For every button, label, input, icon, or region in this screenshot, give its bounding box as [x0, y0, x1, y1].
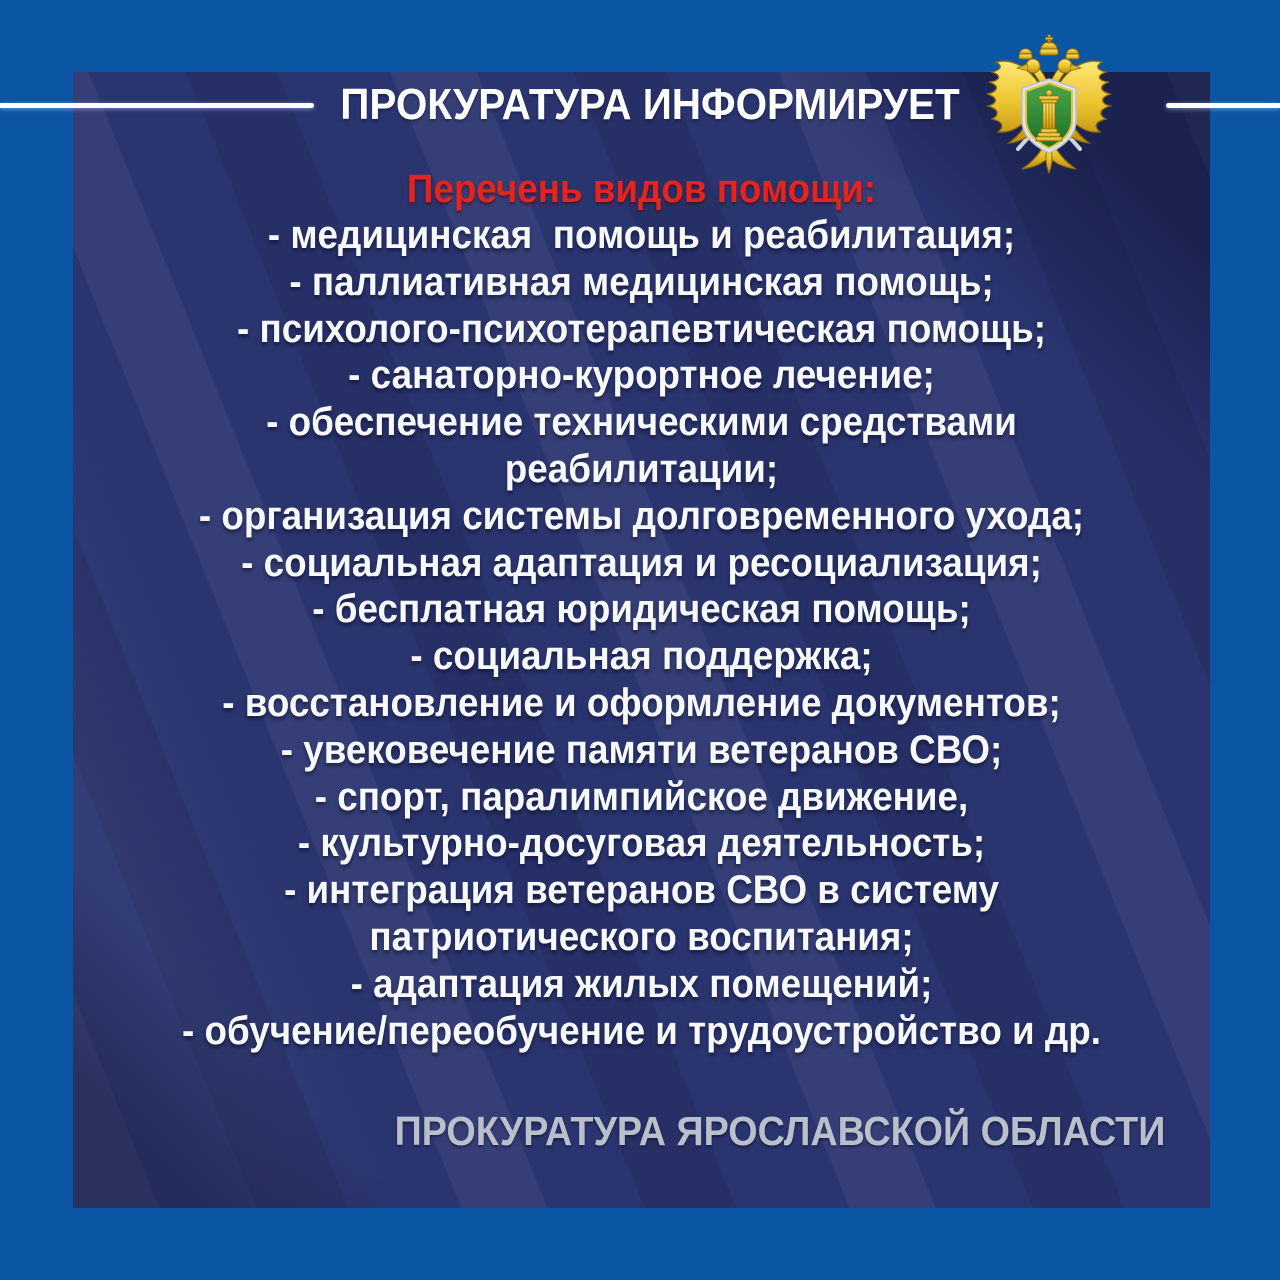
list-item: - санаторно-курортное лечение; [348, 353, 935, 398]
list-item: - адаптация жилых помещений; [350, 961, 933, 1006]
decor-line-right [1166, 103, 1280, 108]
help-types-list [118, 212, 1164, 1054]
list-item: - паллиативная медицинская помощь; [289, 259, 994, 304]
list-item: - организация системы долговременного ухода; [198, 493, 1085, 538]
list-item: - психолого-психотерапевтическая помощь; [237, 306, 1046, 351]
list-item: - восстановление и оформление документов; [222, 680, 1061, 725]
list-item: - культурно-досуговая деятельность; [297, 821, 986, 866]
list-item: - социальная адаптация и ресоциализация; [241, 540, 1042, 585]
list-item: патриотического воспитания; [369, 914, 914, 959]
list-item: - обучение/переобучение и трудоустройство и др. [182, 1008, 1101, 1053]
list-item: - спорт, паралимпийское движение, [314, 774, 969, 819]
list-item: - социальная поддержка; [410, 634, 873, 679]
page-title: ПРОКУРАТУРА ИНФОРМИРУЕТ [340, 80, 960, 129]
list-item: реабилитации; [504, 446, 779, 491]
list-item: - медицинская помощь и реабилитация; [267, 213, 1016, 257]
list-item: - обеспечение техническими средствами [266, 400, 1017, 445]
list-title: Перечень видов помощи: [406, 167, 877, 211]
decor-line-left [0, 103, 314, 108]
list-item: - бесплатная юридическая помощь; [312, 587, 971, 632]
prosecutor-emblem-icon [984, 33, 1114, 175]
list-item: - увековечение памяти ветеранов СВО; [280, 727, 1003, 772]
list-item: - интеграция ветеранов СВО в систему [284, 868, 999, 913]
footer-org-name: ПРОКУРАТУРА ЯРОСЛАВСКОЙ ОБЛАСТИ [394, 1108, 1166, 1154]
